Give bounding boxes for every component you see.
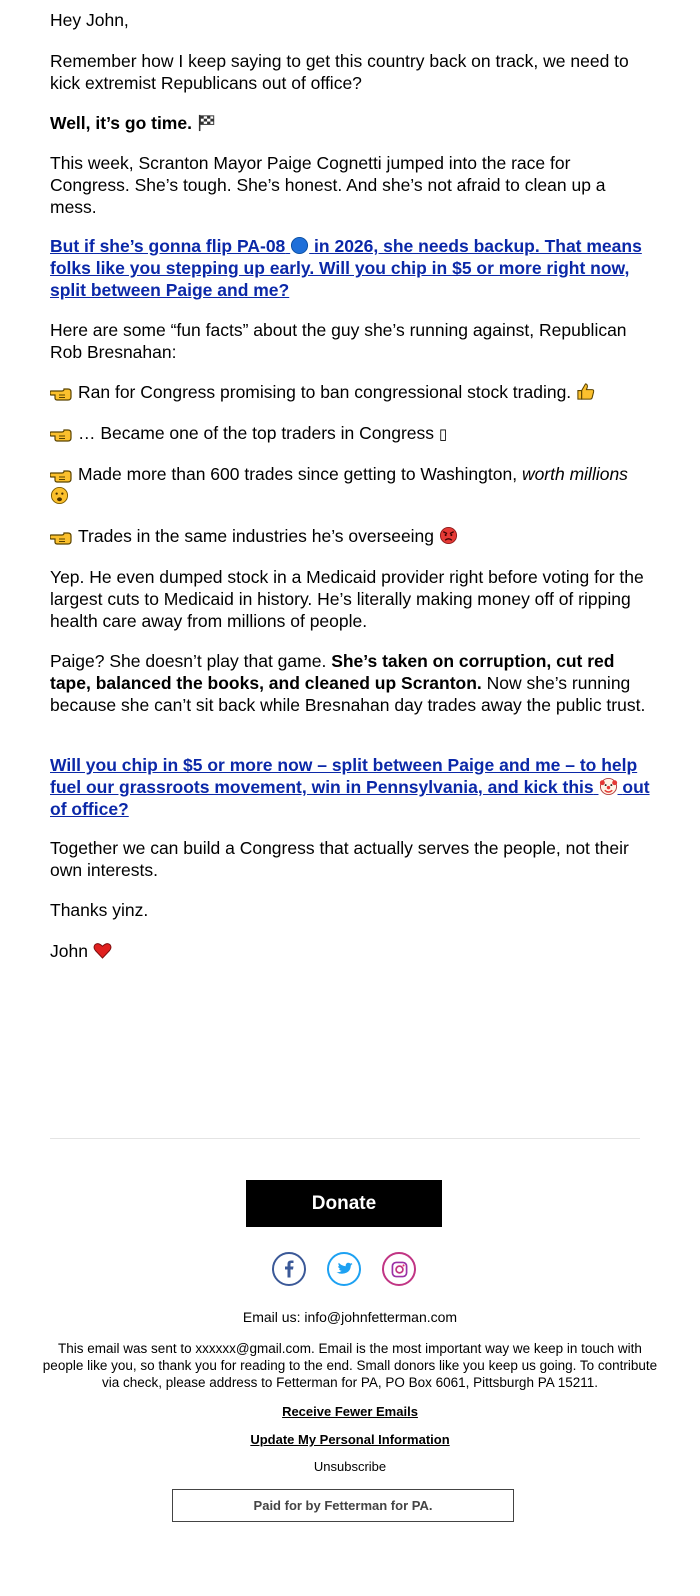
- cta-link-chip-in[interactable]: Will you chip in $5 or more now – split between Paige and me – to help fuel our grassroots movement, win in Pennsylvania, and kick this out of office?: [50, 755, 650, 819]
- cta-link-flip-pa08[interactable]: But if she’s gonna flip PA-08 in 2026, she needs backup. That means folks like you stepping up early. Will you chip in $5 or more right now, split between Paige and me?: [50, 236, 642, 300]
- cta-link-2-wrap: [50, 754, 650, 820]
- footer-divider: [50, 1138, 640, 1139]
- paragraph-go-time: Well, it’s go time.: [50, 112, 650, 134]
- bullet-item-1: Ran for Congress promising to ban congressional stock trading.: [50, 381, 650, 403]
- unsubscribe-link[interactable]: Unsubscribe: [313, 1459, 387, 1474]
- greeting: Hey John,: [50, 10, 129, 30]
- clown-face-icon: [599, 777, 618, 796]
- worried-face-icon: [50, 486, 69, 505]
- unsubscribe-wrap: [0, 1459, 700, 1474]
- fewer-emails-wrap: [0, 1403, 700, 1419]
- pointing-right-icon: [50, 384, 72, 402]
- email-us-text: Email us: info@johnfetterman.com: [242, 1309, 458, 1325]
- update-info-wrap: [0, 1431, 700, 1447]
- thumbs-up-icon: [576, 382, 595, 401]
- cta-link-1-wrap: [50, 235, 650, 301]
- paid-for-text: Paid for by Fetterman for PA.: [253, 1498, 433, 1513]
- pointing-right-icon: [50, 466, 72, 484]
- paid-for-box: [172, 1489, 514, 1522]
- bullet-item-4: Trades in the same industries he’s overseeing: [50, 525, 650, 547]
- blue-circle-icon: [290, 236, 309, 255]
- angry-face-icon: [439, 526, 458, 545]
- paragraph-intro: Remember how I keep saying to get this country back on track, we need to kick extremist Republicans out of office?: [50, 51, 629, 93]
- paragraph-fun-facts: Here are some “fun facts” about the guy she’s running against, Republican Rob Bresnahan:: [50, 320, 627, 362]
- heart-icon: [93, 941, 112, 960]
- missing-glyph-icon: ▯: [438, 425, 448, 443]
- bullet-item-2: … Became one of the top traders in Congress ▯: [50, 422, 650, 445]
- donate-button[interactable]: Donate: [246, 1180, 442, 1227]
- pointing-right-icon: [50, 528, 72, 546]
- paragraph-paige: Paige? She doesn’t play that game. She’s taken on corruption, cut red tape, balanced the books, and cleaned up Scranton. Now she’s running because she can’t sit back while Bresnahan day trades away the public trust.: [50, 651, 646, 715]
- twitter-icon[interactable]: [327, 1252, 361, 1286]
- bullet-item-3: Made more than 600 trades since getting to Washington, worth millions: [50, 463, 650, 507]
- paragraph-announcement: This week, Scranton Mayor Paige Cognetti jumped into the race for Congress. She’s tough. She’s honest. And she’s not afraid to clean up a mess.: [50, 153, 606, 217]
- paragraph-medicaid: Yep. He even dumped stock in a Medicaid provider right before voting for the largest cuts to Medicaid in history. He’s literally making money off of ripping health care away from millions of people.: [50, 567, 644, 631]
- facebook-icon[interactable]: [272, 1252, 306, 1286]
- paragraph-thanks: Thanks yinz.: [50, 900, 149, 920]
- update-personal-info-link[interactable]: Update My Personal Information: [250, 1432, 450, 1447]
- receive-fewer-emails-link[interactable]: Receive Fewer Emails: [282, 1404, 418, 1419]
- instagram-icon[interactable]: [382, 1252, 416, 1286]
- pointing-right-icon: [50, 425, 72, 443]
- checkered-flag-icon: [197, 113, 216, 132]
- paragraph-together: Together we can build a Congress that actually serves the people, not their own interests.: [50, 838, 629, 880]
- signoff: John: [50, 940, 650, 962]
- footer-disclaimer: This email was sent to xxxxxx@gmail.com. Email is the most important way we keep in touch with people like you, so thank you for reading to the end. Small donors like you keep us going. To contribute via check, please address to Fetterman for PA, PO Box 6061, Pittsburgh PA 15211.: [42, 1341, 658, 1390]
